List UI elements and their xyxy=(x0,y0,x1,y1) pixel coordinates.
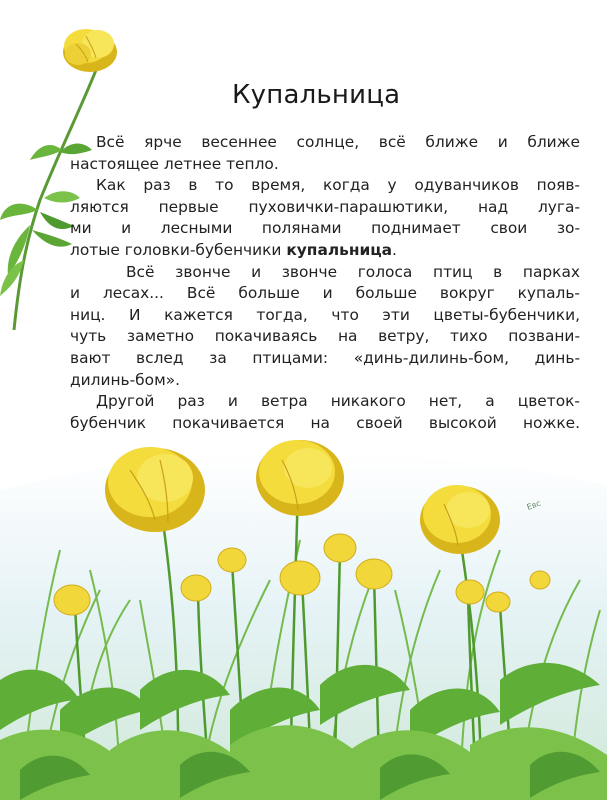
text-line: чуть заметно покачиваясь на ветру, тихо позвани- xyxy=(70,327,580,346)
text-fragment: . xyxy=(392,240,397,259)
emphasized-word: купальница xyxy=(286,240,393,259)
text-line: Всё ярче весеннее солнце, всё ближе и ближе xyxy=(96,133,580,151)
text-line: ниц. И кажется тогда, что эти цветы-бубенчики, xyxy=(70,305,580,324)
story-text xyxy=(70,132,580,434)
text-line: Всё звонче и звонче голоса птиц в парках xyxy=(126,262,580,281)
meadow-illustration xyxy=(0,430,607,800)
text-line: настоящее летнее тепло. xyxy=(70,154,279,173)
text-line: Другой раз и ветра никакого нет, а цветок- xyxy=(96,392,580,411)
text-line: Как раз в то время, когда у одуванчиков появ- xyxy=(96,176,580,195)
text-line: ми и лесными полянами поднимает свои зо- xyxy=(70,219,580,238)
illustrator-signature: Евс xyxy=(525,498,543,512)
text-line: и лесах... Всё больше и больше вокруг купаль- xyxy=(70,284,580,303)
text-fragment: лотые головки-бубенчики xyxy=(70,240,287,259)
text-line xyxy=(70,240,580,262)
text-line: вают вслед за птицами: «динь-дилинь-бом, динь- xyxy=(70,348,580,367)
text-line: ляются первые пуховички-парашютики, над луга- xyxy=(70,197,580,216)
page-title: Купальница xyxy=(232,80,401,110)
text-line: дилинь-бом». xyxy=(70,370,180,389)
text-line: бубенчик покачивается на своей высокой ножке. xyxy=(70,413,580,432)
